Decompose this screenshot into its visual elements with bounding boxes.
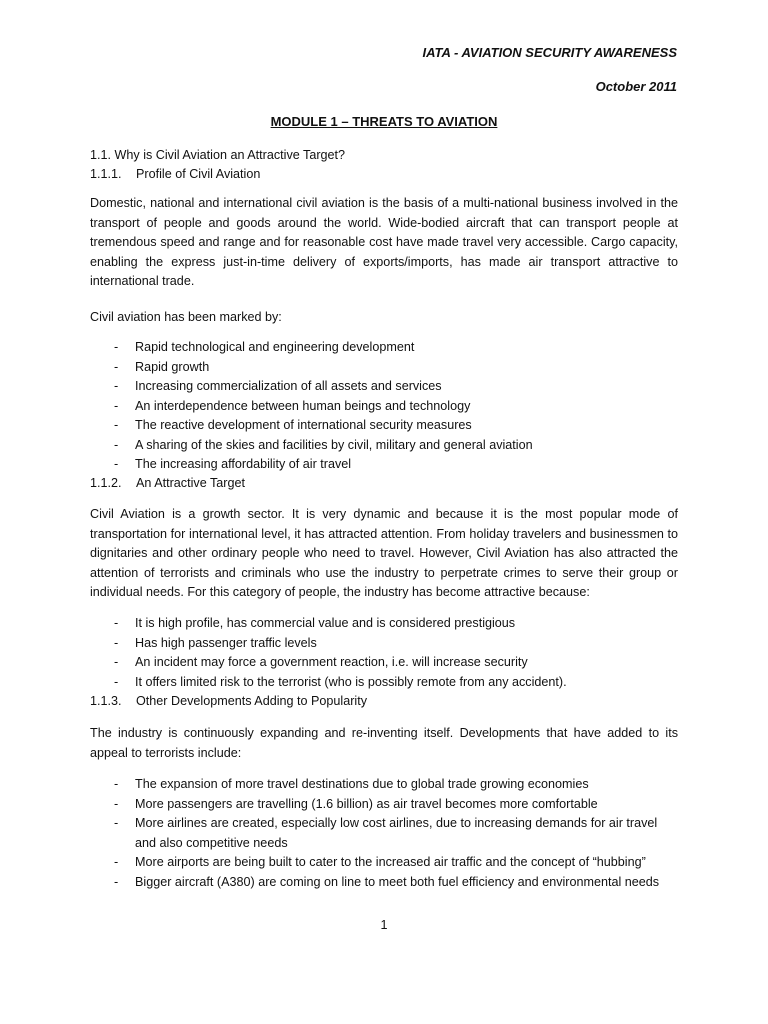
dash-bullet: - [114, 616, 119, 630]
dash-bullet: - [114, 418, 119, 432]
section-title: Other Developments Adding to Popularity [136, 694, 368, 708]
paragraph-profile: Domestic, national and international civil aviation is the basis of a multi-national business involved in the transport of people and goods around the world. Wide-bodied aircraft that can transport people at tremendous speed and range and for reasonable cost have made travel very accessible. Cargo capacity, enabling the express just-in-time delivery of exports/imports, has made air transport attractive to international trade. [90, 196, 678, 288]
header-date: October 2011 [595, 79, 677, 94]
section-title: An Attractive Target [136, 476, 245, 490]
list-item: - Has high passenger traffic levels [0, 634, 768, 654]
list-item: - It is high profile, has commercial value and is considered prestigious [0, 614, 768, 634]
list-item: - A sharing of the skies and facilities by civil, military and general aviation [0, 436, 768, 456]
list-developments [0, 775, 768, 892]
list-item: - The reactive development of international security measures [0, 416, 768, 436]
paragraph-attractive-target: Civil Aviation is a growth sector. It is very dynamic and because it is the most popular mode of transportation for international level, it has attracted attention. From holiday travelers and businessmen to dignitaries and other ordinary people who need to travel. However, Civil Aviation has also attracted the attention of terrorists and criminals who use the industry to perpetrate crimes to serve their group or individual needs. For this category of people, the industry has become attractive because: [90, 507, 678, 599]
dash-bullet: - [114, 398, 119, 413]
list-item: - More passengers are travelling (1.6 billion) as air travel becomes more comfortable [0, 795, 768, 815]
list-attractive-because [0, 614, 768, 692]
section-title: Profile of Civil Aviation [136, 167, 261, 181]
section-heading-1-1-2 [90, 476, 245, 490]
header-organization: IATA - AVIATION SECURITY AWARENESS [422, 45, 677, 60]
dash-bullet: - [114, 437, 119, 452]
section-heading-1-1-1 [90, 167, 260, 181]
list-item: - Bigger aircraft (A380) are coming on line to meet both fuel efficiency and environmental needs [0, 873, 768, 893]
section-heading-1-1-3 [90, 694, 367, 708]
dash-bullet: - [114, 635, 119, 650]
dash-bullet: - [114, 379, 119, 393]
section-number: 1.1.2. [90, 476, 122, 490]
dash-bullet: - [114, 655, 119, 669]
dash-bullet: - [114, 796, 119, 811]
list-item: - More airports are being built to cater to the increased air traffic and the concept of “hubbing” [0, 853, 768, 873]
dash-bullet: - [114, 855, 119, 869]
list-marked-by [0, 338, 768, 475]
section-heading-1-1: 1.1. Why is Civil Aviation an Attractive Target? [90, 148, 346, 162]
paragraph-developments: The industry is continuously expanding and re-inventing itself. Developments that have added to its appeal to terrorists include: [90, 726, 678, 760]
dash-bullet: - [114, 777, 119, 791]
list-item: - More airlines are created, especially low cost airlines, due to increasing demands for air travel and also competitive needs [114, 816, 658, 850]
dash-bullet: - [114, 457, 119, 471]
dash-bullet: - [114, 874, 119, 889]
list-item: - An incident may force a government reaction, i.e. will increase security [0, 653, 768, 673]
list-item: - Rapid technological and engineering development [0, 338, 768, 358]
list-item: - The increasing affordability of air travel [0, 455, 768, 475]
list-item: - The expansion of more travel destinations due to global trade growing economies [0, 775, 768, 795]
list-item: - Rapid growth [0, 358, 768, 378]
dash-bullet: - [114, 340, 119, 354]
list-item: - It offers limited risk to the terrorist (who is possibly remote from any accident). [0, 673, 768, 693]
module-title: MODULE 1 – THREATS TO AVIATION [270, 114, 498, 129]
dash-bullet: - [114, 674, 119, 689]
page-number: 1 [380, 918, 388, 932]
section-number: 1.1.3. [90, 694, 122, 708]
list-item: - Increasing commercialization of all assets and services [0, 377, 768, 397]
dash-bullet: - [114, 816, 119, 830]
dash-bullet: - [114, 359, 119, 374]
section-number: 1.1.1. [90, 167, 122, 181]
paragraph-marked-by: Civil aviation has been marked by: [90, 310, 282, 324]
list-item: - An interdependence between human beings and technology [0, 397, 768, 417]
